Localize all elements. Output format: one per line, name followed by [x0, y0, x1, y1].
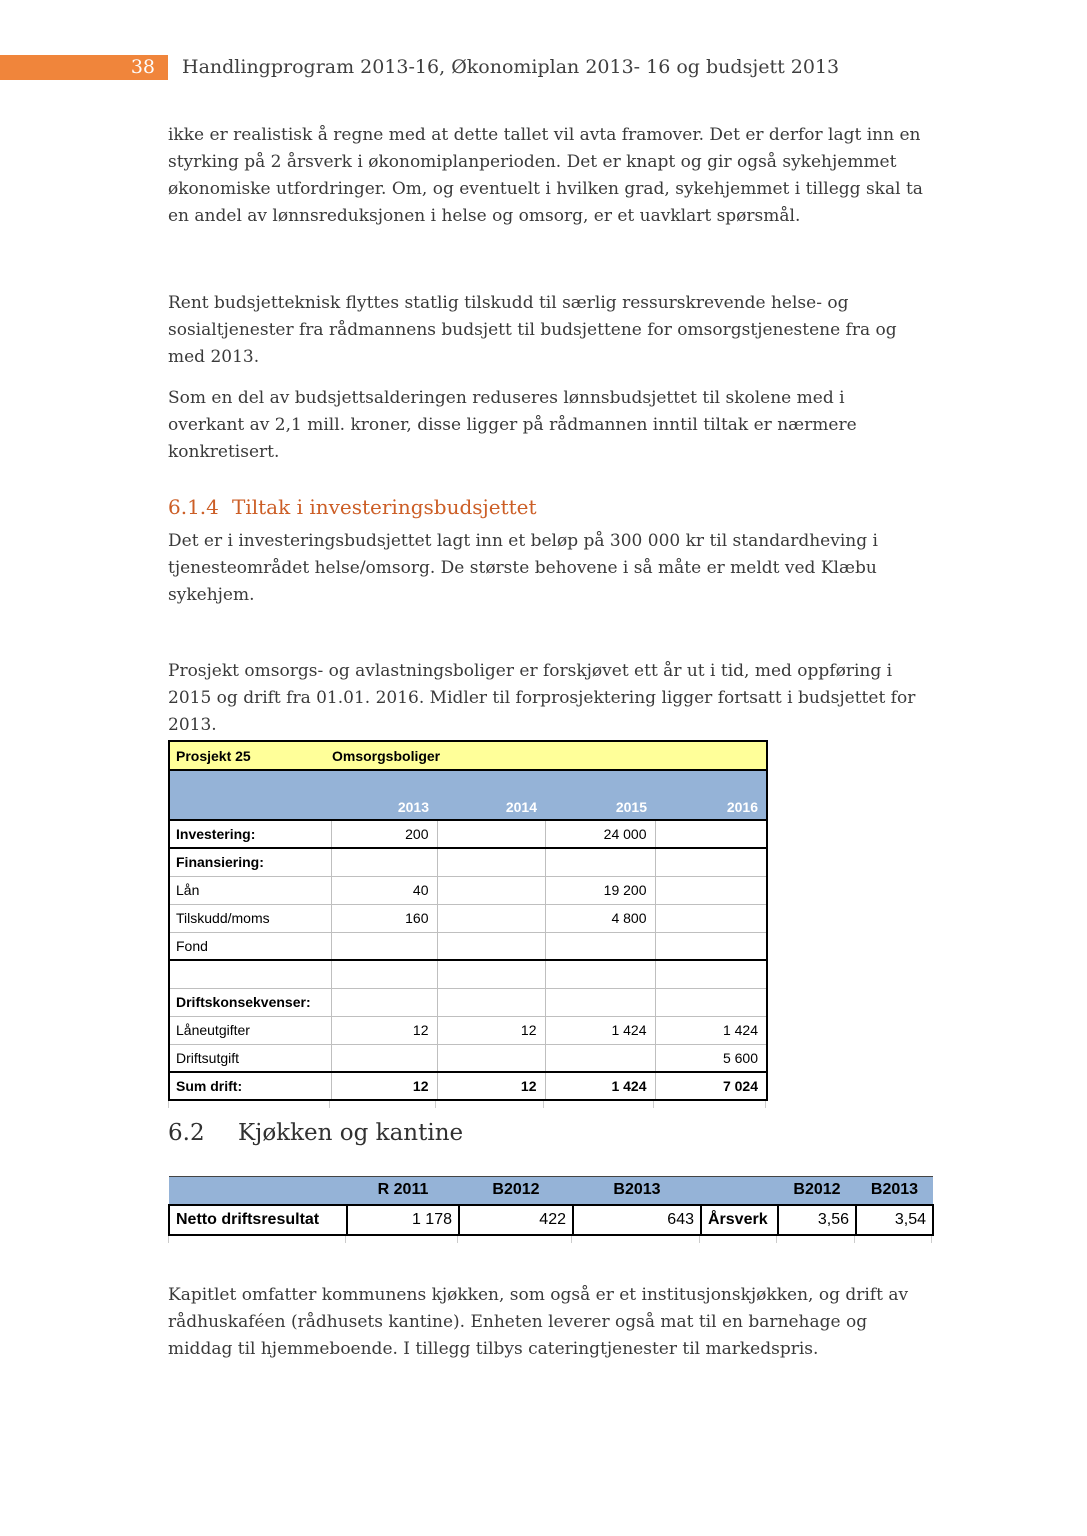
- section-title: Tiltak i investeringsbudsjettet: [232, 495, 537, 519]
- column-header: B2013: [856, 1177, 933, 1205]
- cell-value: 1 424: [655, 1016, 767, 1044]
- row-label: Tilskudd/moms: [169, 904, 331, 932]
- arsverk-label: Årsverk: [701, 1205, 778, 1235]
- table-row: [169, 820, 767, 848]
- cell-value: [331, 932, 437, 960]
- project-table-title-row: [169, 741, 767, 770]
- paragraph-5: Prosjekt omsorgs- og avlastningsboliger er forskjøvet ett år ut i tid, med oppføring i 2015 og drift fra 01.01. 2016. Midler til forprosjektering ligger fortsatt i budsjettet for 2013.: [168, 661, 916, 735]
- cell-value: [545, 932, 655, 960]
- cell-value: 12: [331, 1016, 437, 1044]
- table-row: [169, 960, 767, 988]
- header-spacer-cell: [701, 1177, 778, 1205]
- section-title: Kjøkken og kantine: [238, 1120, 464, 1146]
- cell-value: [437, 932, 545, 960]
- paragraph-4: Det er i investeringsbudsjettet lagt inn et beløp på 300 000 kr til standardheving i tjenesteområdet helse/omsorg. De største behovene i så måte er meldt ved Klæbu sykehjem.: [168, 531, 878, 605]
- row-label: Investering:: [169, 820, 331, 848]
- paragraph-2: Rent budsjetteknisk flyttes statlig tilskudd til særlig ressurskrevende helse- og sosialtjenester fra rådmannens budsjett til budsjettene for omsorgstjenestene fra og med 2013.: [168, 293, 897, 367]
- project-title-cell: [169, 741, 767, 770]
- table-row-sum: [169, 1072, 767, 1100]
- year-header: 2015: [545, 770, 655, 820]
- cell-value: [655, 932, 767, 960]
- paragraph-6: Kapitlet omfatter kommunens kjøkken, som også er et institusjonskjøkken, og drift av rådhuskaféen (rådhusets kantine). Enheten leverer også mat til en barnehage og middag til hjemmeboende. I tillegg tilbys cateringtjenester til markedspris.: [168, 1285, 909, 1359]
- cell-value: [437, 988, 545, 1016]
- result-table-header-row: [169, 1177, 933, 1205]
- table-row: [169, 1044, 767, 1072]
- cell-value: [437, 904, 545, 932]
- cell-value: [655, 820, 767, 848]
- cell-value: [655, 904, 767, 932]
- cell-value: [655, 876, 767, 904]
- cell-value: [655, 988, 767, 1016]
- row-label: Låneutgifter: [169, 1016, 331, 1044]
- section-heading-62: [168, 1118, 463, 1148]
- cell-value: 12: [331, 1072, 437, 1100]
- cell-value: 24 000: [545, 820, 655, 848]
- row-label: Driftskonsekvenser:: [169, 988, 331, 1016]
- result-table: [168, 1176, 934, 1236]
- column-header: B2013: [573, 1177, 701, 1205]
- column-header: R 2011: [347, 1177, 459, 1205]
- row-label: Netto driftsresultat: [169, 1205, 347, 1235]
- section-number: 6.1.4: [168, 495, 219, 519]
- cell-value: 3,54: [856, 1205, 933, 1235]
- gridline-stubs: [168, 1101, 766, 1108]
- document-title: Handlingprogram 2013-16, Økonomiplan 2013- 16 og budsjett 2013: [182, 56, 840, 78]
- cell-value: 4 800: [545, 904, 655, 932]
- section-number: 6.2: [168, 1120, 205, 1146]
- cell-value: 5 600: [655, 1044, 767, 1072]
- cell-value: [655, 848, 767, 876]
- cell-value: 12: [437, 1072, 545, 1100]
- cell-value: [545, 988, 655, 1016]
- table-row: [169, 932, 767, 960]
- cell-value: [655, 960, 767, 988]
- row-label: Driftsutgift: [169, 1044, 331, 1072]
- year-header: 2016: [655, 770, 767, 820]
- cell-value: [437, 848, 545, 876]
- table-row: [169, 848, 767, 876]
- cell-value: 40: [331, 876, 437, 904]
- year-header: 2014: [437, 770, 545, 820]
- project-table: [168, 740, 768, 1101]
- cell-value: [437, 1044, 545, 1072]
- year-header: 2013: [331, 770, 437, 820]
- cell-value: [437, 960, 545, 988]
- header-spacer-cell: [169, 1177, 347, 1205]
- cell-value: [437, 820, 545, 848]
- project-table-years-row: [169, 770, 767, 820]
- page-header: [0, 55, 1087, 80]
- cell-value: [437, 876, 545, 904]
- cell-value: [545, 960, 655, 988]
- cell-value: 1 424: [545, 1016, 655, 1044]
- project-name-label: Omsorgsboliger: [332, 747, 441, 764]
- cell-value: [331, 848, 437, 876]
- cell-value: [545, 848, 655, 876]
- paragraph-3: Som en del av budsjettsalderingen reduseres lønnsbudsjettet til skolene med i overkant av 2,1 mill. kroner, disse ligger på rådmannen inntil tiltak er nærmere konkretisert.: [168, 388, 857, 462]
- cell-value: 3,56: [778, 1205, 856, 1235]
- table-row: [169, 904, 767, 932]
- column-header: B2012: [778, 1177, 856, 1205]
- cell-value: 200: [331, 820, 437, 848]
- result-table-data-row: [169, 1205, 933, 1235]
- row-label: [169, 960, 331, 988]
- cell-value: [331, 960, 437, 988]
- row-label: Sum drift:: [169, 1072, 331, 1100]
- table-row: [169, 876, 767, 904]
- cell-value: 1 178: [347, 1205, 459, 1235]
- cell-value: [331, 1044, 437, 1072]
- cell-value: [331, 988, 437, 1016]
- column-header: B2012: [459, 1177, 573, 1205]
- project-number-label: Prosjekt 25: [176, 747, 251, 764]
- gridline-stubs: [168, 1236, 932, 1243]
- cell-value: 1 424: [545, 1072, 655, 1100]
- paragraph-1: ikke er realistisk å regne med at dette tallet vil avta framover. Det er derfor lagt inn en styrking på 2 årsverk i økonomiplanperioden. Det er knapt og gir også sykehjemmet økonomiske utfordringer. Om, og eventuelt i hvilken grad, sykehjemmet i tillegg skal ta en andel av lønnsreduksjonen i helse og omsorg, er et uavklart spørsmål.: [168, 125, 923, 226]
- table-row: [169, 988, 767, 1016]
- cell-value: 160: [331, 904, 437, 932]
- cell-value: [545, 1044, 655, 1072]
- section-heading-614: [168, 494, 537, 520]
- cell-value: 12: [437, 1016, 545, 1044]
- cell-value: 643: [573, 1205, 701, 1235]
- row-label: Finansiering:: [169, 848, 331, 876]
- page-number: 38: [130, 56, 155, 78]
- row-label: Fond: [169, 932, 331, 960]
- row-label: Lån: [169, 876, 331, 904]
- cell-value: 7 024: [655, 1072, 767, 1100]
- page-number-badge: [0, 55, 168, 80]
- table-row: [169, 1016, 767, 1044]
- cell-value: 19 200: [545, 876, 655, 904]
- cell-value: 422: [459, 1205, 573, 1235]
- years-spacer-cell: [169, 770, 331, 820]
